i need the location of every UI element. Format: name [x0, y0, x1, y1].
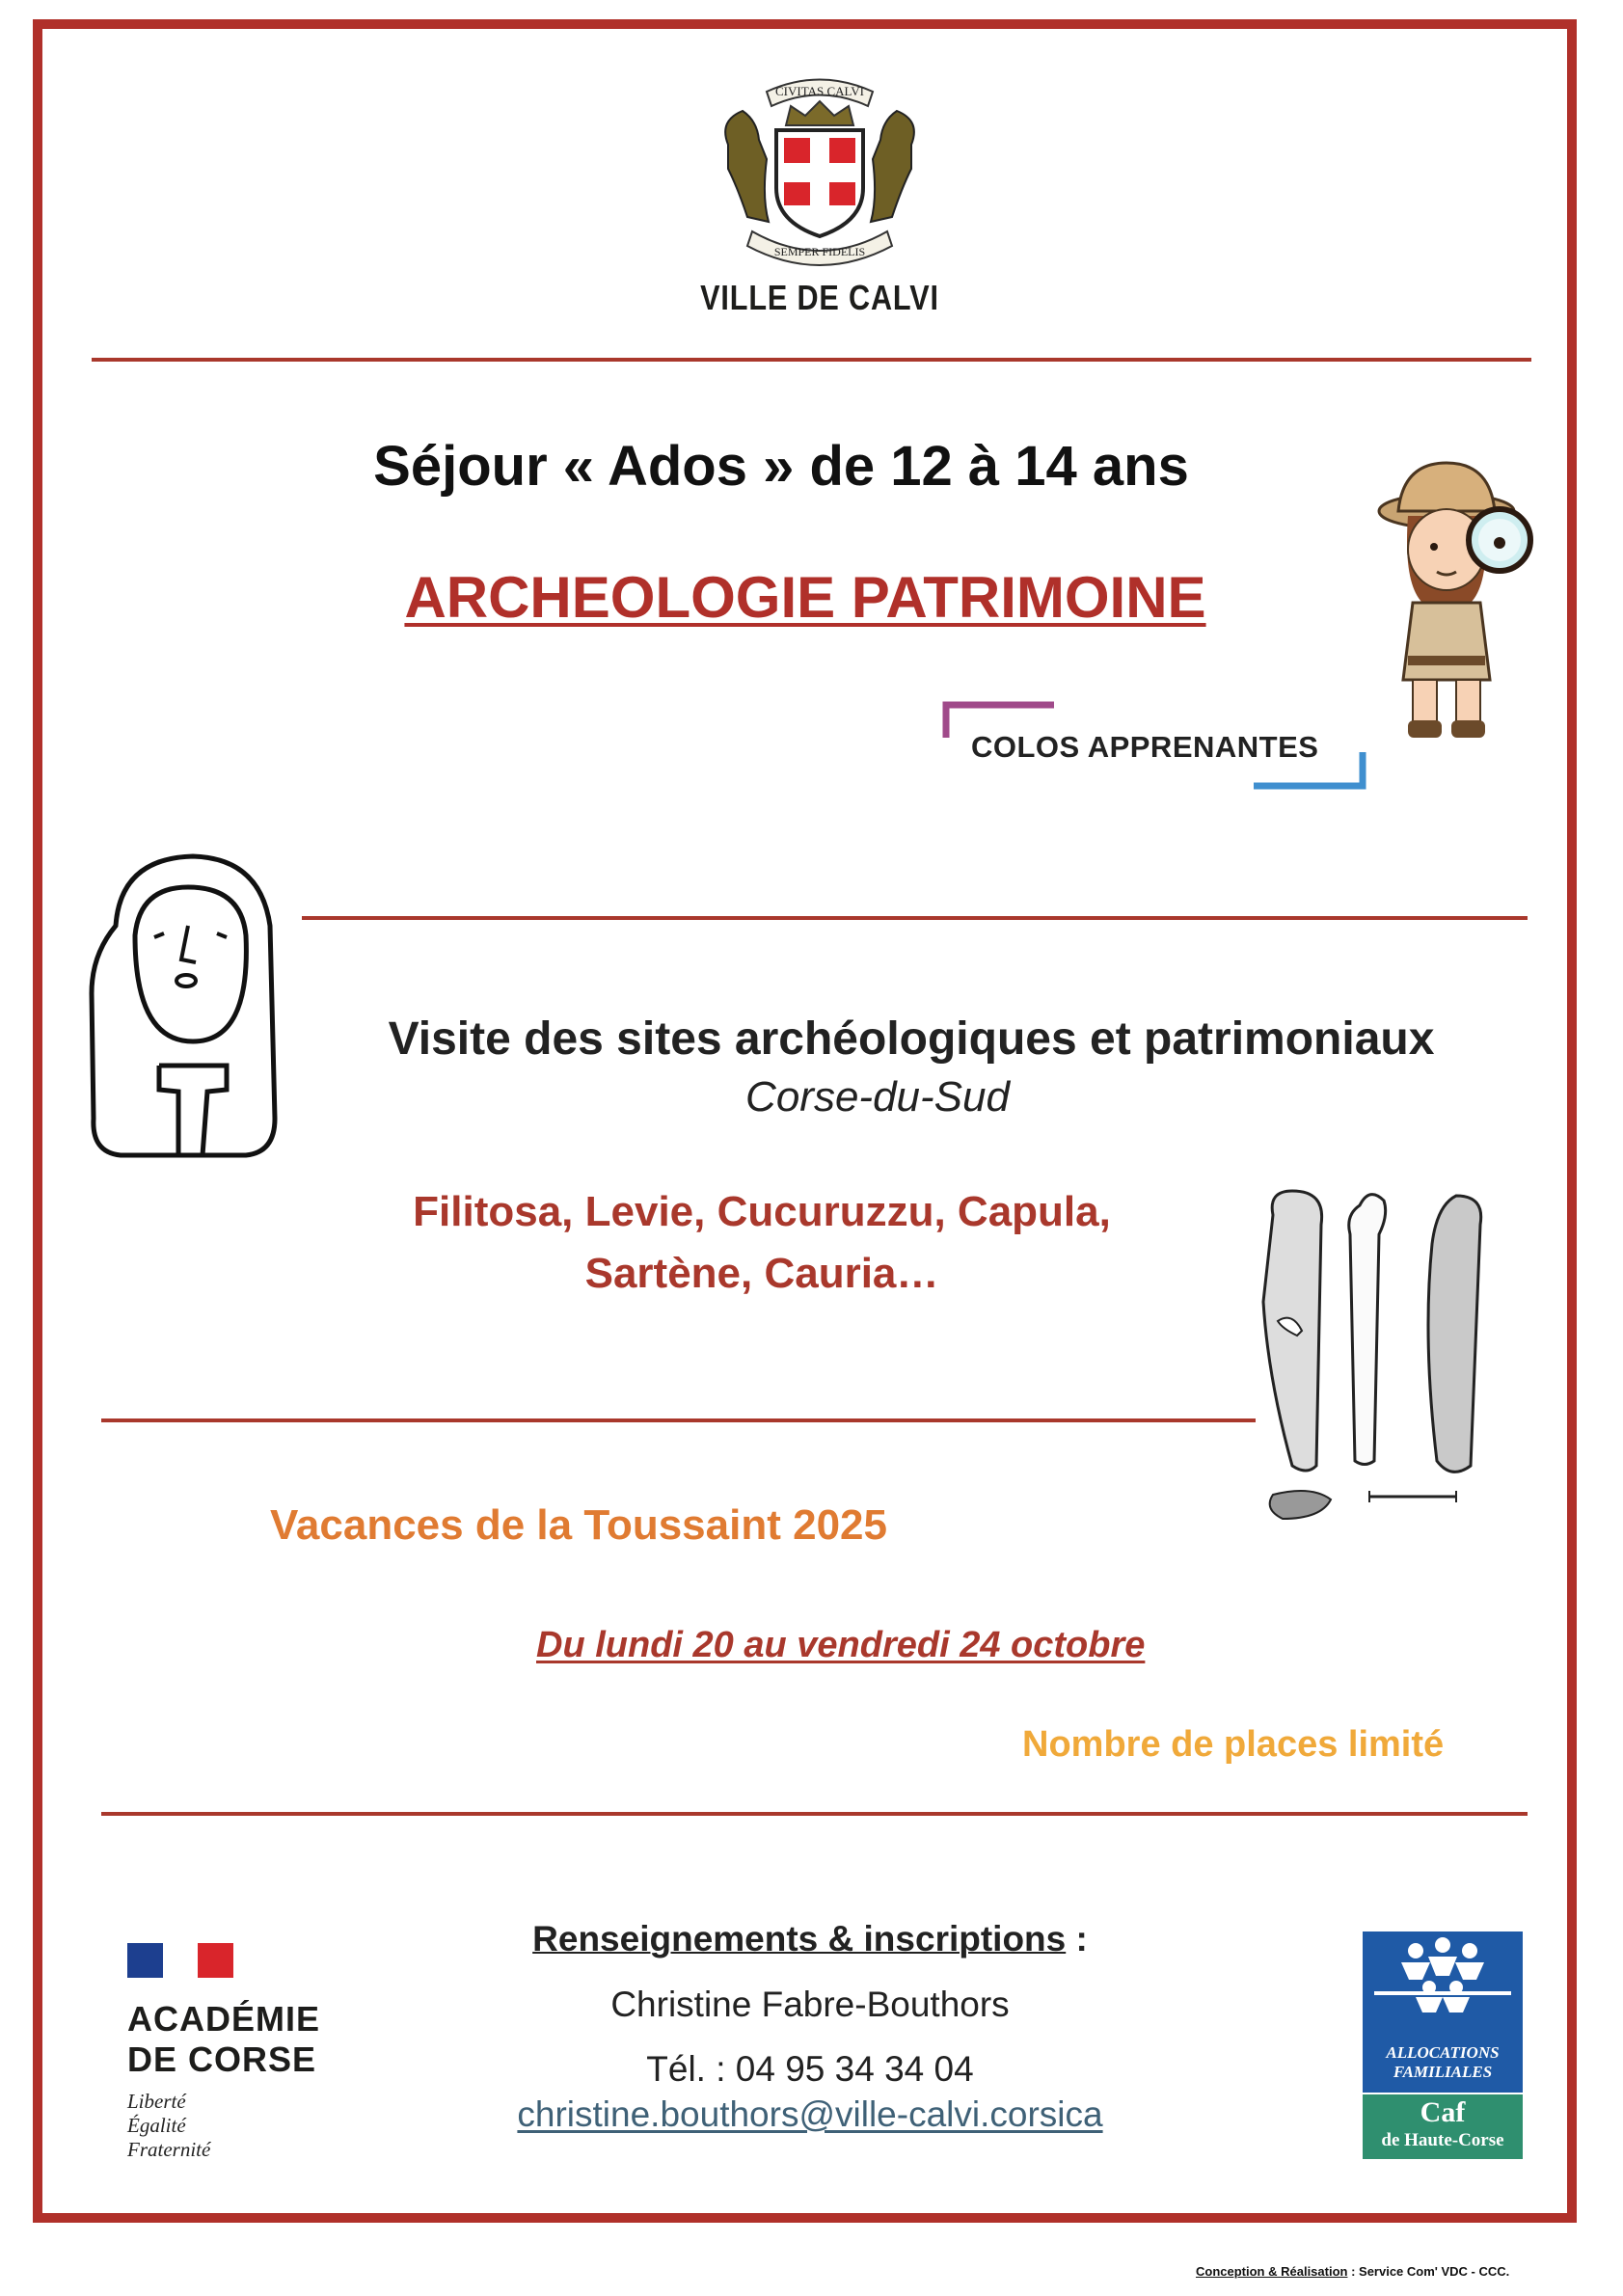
academie-de-corse-logo — [127, 1943, 378, 2165]
caf-blue-panel — [1363, 1931, 1523, 2093]
places-label: Nombre de places limité — [1022, 1724, 1445, 1765]
devise-egalite: Égalité — [127, 2114, 186, 2137]
vacances-label: Vacances de la Toussaint 2025 — [270, 1501, 887, 1549]
stone-tool-artifact-drawing — [1254, 1186, 1495, 1528]
french-flag-icon — [127, 1943, 233, 1978]
caf-haute-corse-logo — [1363, 1931, 1523, 2159]
caf-line-4: de Haute-Corse — [1381, 2130, 1504, 2150]
devise-fraternite: Fraternité — [127, 2138, 211, 2161]
colos-apprenantes-logo — [940, 699, 1369, 796]
contact-phone: Tél. : 04 95 34 34 04 — [646, 2049, 974, 2089]
devise-liberte: Liberté — [127, 2090, 186, 2113]
region-label: Corse-du-Sud — [745, 1073, 1010, 1121]
caf-line-1: ALLOCATIONS — [1386, 2043, 1500, 2062]
academie-line-1: ACADÉMIE — [127, 1999, 321, 2039]
sites-line-1: Filitosa, Levie, Cucuruzzu, Capula, — [413, 1188, 1111, 1235]
contact-heading-suffix: : — [1066, 1919, 1088, 1958]
sites-line-2: Sartène, Cauria… — [584, 1250, 939, 1297]
sites-list — [357, 1181, 1167, 1305]
divider — [101, 1418, 1256, 1422]
calvi-crest-logo — [699, 53, 940, 275]
contact-heading — [453, 1919, 1167, 1959]
divider — [302, 916, 1528, 920]
sejour-title: Séjour « Ados » de 12 à 14 ans — [373, 435, 1189, 498]
caf-green-panel — [1363, 2094, 1523, 2159]
theme-title: ARCHEOLOGIE PATRIMOINE — [404, 565, 1206, 630]
credit-label: Conception & Réalisation — [1196, 2264, 1348, 2279]
dates-label: Du lundi 20 au vendredi 24 octobre — [536, 1625, 1146, 1665]
menhir-statue-drawing — [82, 849, 294, 1167]
credit-text — [1196, 2264, 1509, 2279]
explorer-girl-illustration — [1355, 458, 1557, 747]
visit-heading: Visite des sites archéologiques et patrimoniaux — [388, 1013, 1435, 1065]
contact-name: Christine Fabre-Bouthors — [610, 1985, 1010, 2024]
divider — [92, 358, 1531, 362]
contact-heading-text: Renseignements & inscriptions — [532, 1919, 1067, 1958]
contact-email-link[interactable]: christine.bouthors@ville-calvi.corsica — [517, 2094, 1103, 2134]
colos-label: COLOS APPRENANTES — [971, 730, 1319, 764]
caf-line-3: Caf — [1420, 2096, 1466, 2128]
caf-family-icon — [1363, 1931, 1523, 2028]
credit-value: : Service Com' VDC - CCC. — [1347, 2264, 1510, 2279]
academie-line-2: DE CORSE — [127, 2039, 317, 2079]
caf-line-2: FAMILIALES — [1393, 2063, 1493, 2081]
divider — [101, 1812, 1528, 1816]
city-name: VILLE DE CALVI — [700, 278, 939, 317]
crest-bottom-text: SEMPER FIDELIS — [773, 245, 866, 258]
crest-top-text: CIVITAS CALVI — [774, 84, 865, 98]
email-link-wrap — [453, 2094, 1167, 2135]
